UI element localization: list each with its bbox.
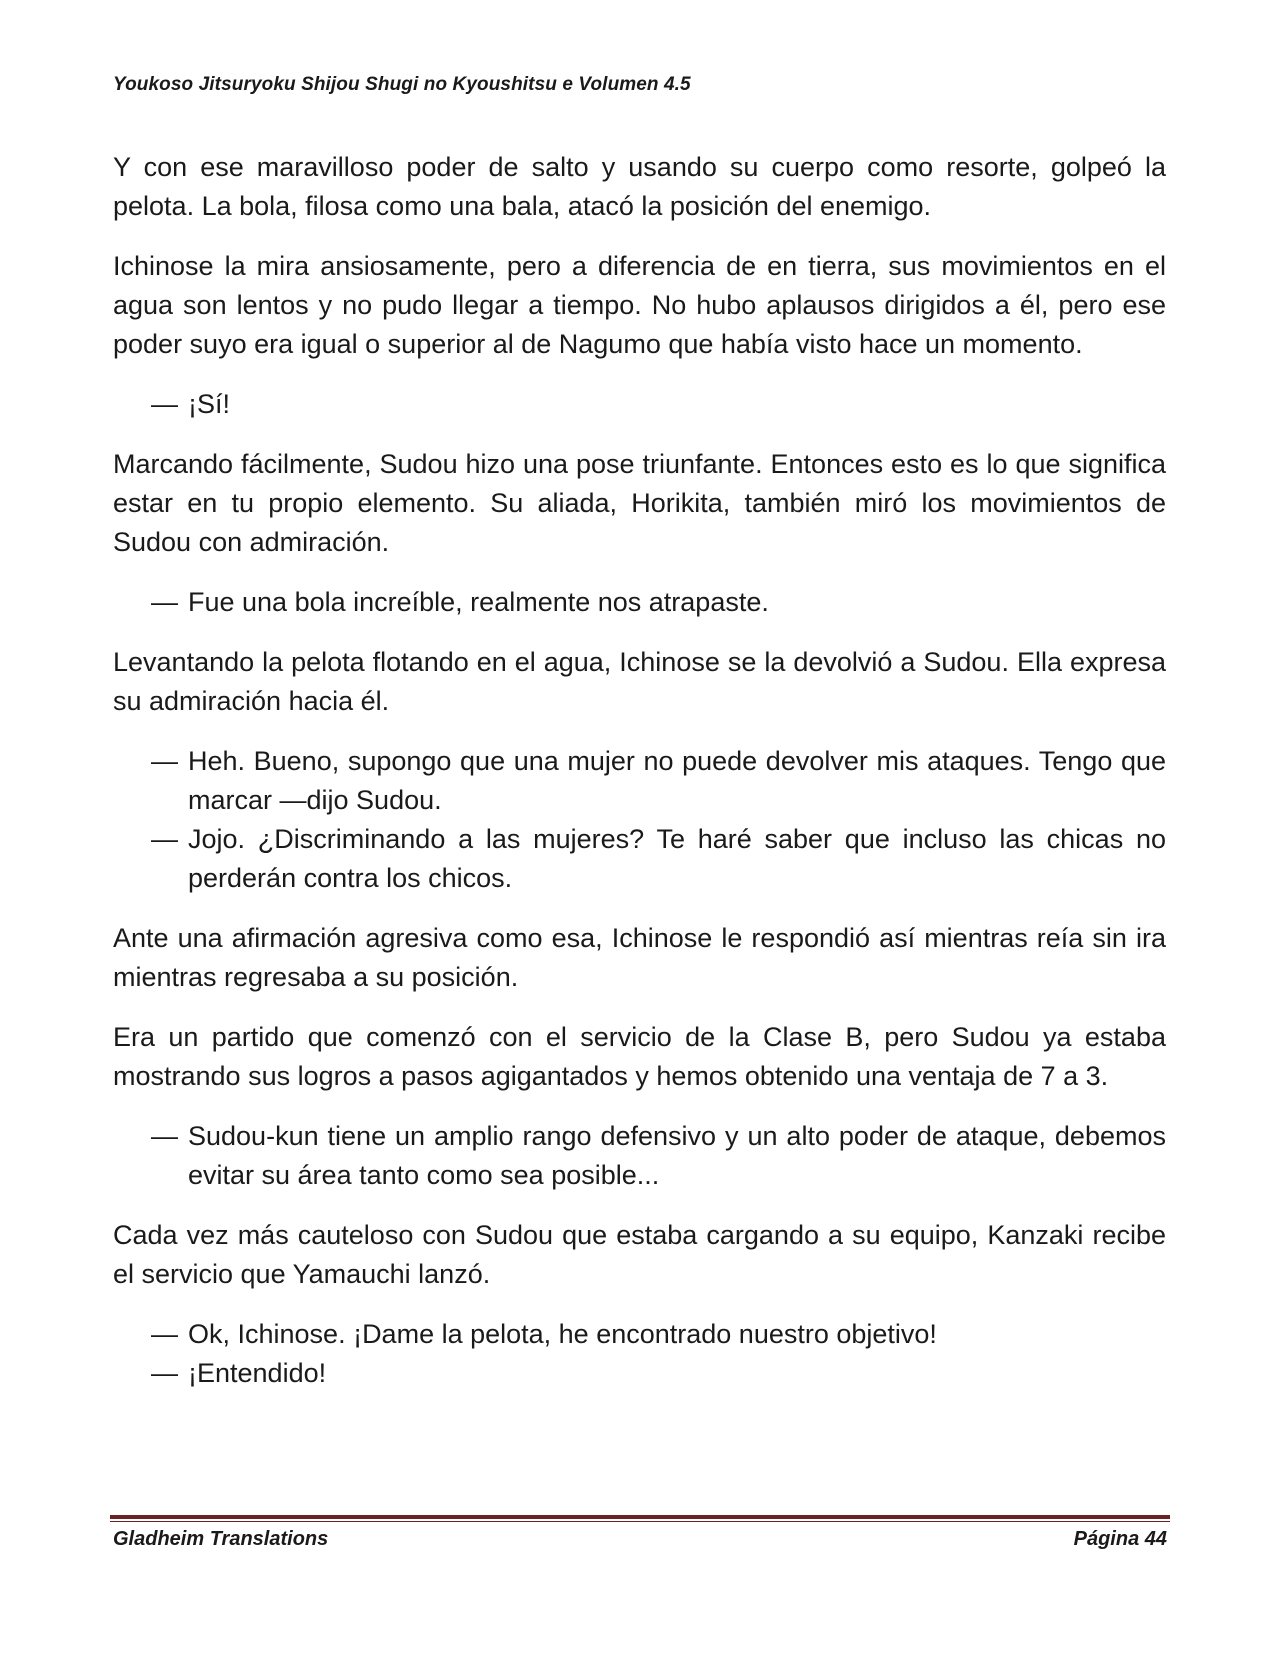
dialogue-text: ¡Sí!	[188, 389, 231, 419]
em-dash: —	[151, 1358, 178, 1388]
em-dash: —	[151, 1319, 178, 1349]
dialogue-line-6	[113, 1315, 1166, 1354]
dialogue-text: Heh. Bueno, supongo que una mujer no puede devolver mis ataques. Tengo que marcar —dijo Sudou.	[188, 746, 1166, 815]
em-dash: —	[151, 746, 178, 776]
dialogue-text: Jojo. ¿Discriminando a las mujeres? Te haré saber que incluso las chicas no perderán contra los chicos.	[188, 824, 1166, 893]
dialogue-line-3	[113, 742, 1166, 820]
footer-divider	[110, 1515, 1170, 1519]
paragraph-4: Levantando la pelota flotando en el agua, Ichinose se la devolvió a Sudou. Ella expresa su admiración hacia él.	[113, 647, 1166, 716]
dialogue-line-2	[113, 583, 1166, 622]
dialogue-text: Fue una bola increíble, realmente nos atrapaste.	[188, 587, 769, 617]
dialogue-text: Ok, Ichinose. ¡Dame la pelota, he encontrado nuestro objetivo!	[188, 1319, 937, 1349]
em-dash: —	[151, 1121, 178, 1151]
dialogue-line-4	[113, 820, 1166, 898]
dialogue-text: Sudou-kun tiene un amplio rango defensivo y un alto poder de ataque, debemos evitar su área tanto como sea posible...	[188, 1121, 1166, 1190]
dialogue-line-1	[113, 385, 1166, 424]
body-text	[113, 148, 1166, 1414]
em-dash: —	[151, 587, 178, 617]
paragraph-3: Marcando fácilmente, Sudou hizo una pose triunfante. Entonces esto es lo que significa estar en tu propio elemento. Su aliada, Horikita, también miró los movimientos de Sudou con admiración.	[113, 449, 1166, 557]
footer-divider-thin	[110, 1521, 1170, 1522]
paragraph-5: Ante una afirmación agresiva como esa, Ichinose le respondió así mientras reía sin ira mientras regresaba a su posición.	[113, 923, 1166, 992]
footer-translator: Gladheim Translations	[113, 1528, 329, 1550]
paragraph-1: Y con ese maravilloso poder de salto y usando su cuerpo como resorte, golpeó la pelota. La bola, filosa como una bala, atacó la posición del enemigo.	[113, 152, 1166, 221]
dialogue-line-7	[113, 1354, 1166, 1393]
em-dash: —	[151, 824, 178, 854]
footer-page-number: Página 44	[1073, 1528, 1167, 1550]
dialogue-text: ¡Entendido!	[188, 1358, 327, 1388]
dialogue-line-5	[113, 1117, 1166, 1195]
running-header-title: Youkoso Jitsuryoku Shijou Shugi no Kyoushitsu e Volumen 4.5	[113, 74, 691, 95]
paragraph-6: Era un partido que comenzó con el servicio de la Clase B, pero Sudou ya estaba mostrando sus logros a pasos agigantados y hemos obtenido una ventaja de 7 a 3.	[113, 1022, 1166, 1091]
em-dash: —	[151, 389, 178, 419]
paragraph-2: Ichinose la mira ansiosamente, pero a diferencia de en tierra, sus movimientos en el agua son lentos y no pudo llegar a tiempo. No hubo aplausos dirigidos a él, pero ese poder suyo era igual o superior al de Nagumo que había visto hace un momento.	[113, 251, 1166, 359]
paragraph-7: Cada vez más cauteloso con Sudou que estaba cargando a su equipo, Kanzaki recibe el servicio que Yamauchi lanzó.	[113, 1220, 1166, 1289]
